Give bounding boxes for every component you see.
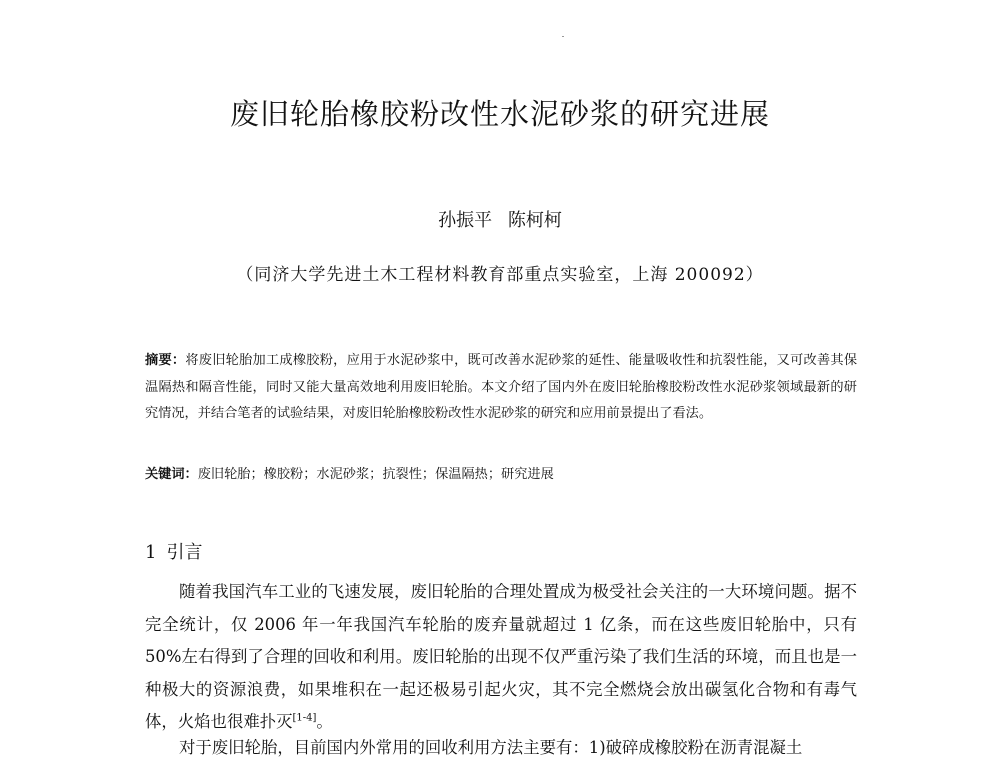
keywords-text: 废旧轮胎；橡胶粉；水泥砂浆；抗裂性；保温隔热；研究进展	[197, 467, 554, 482]
paragraph-end: 。	[316, 712, 333, 732]
scan-speck	[562, 36, 564, 37]
abstract	[145, 348, 857, 428]
citation-ref: [1-4]	[292, 712, 317, 724]
abstract-label: 摘要：	[145, 353, 186, 368]
section-heading	[145, 538, 202, 564]
paragraph-text: 对于废旧轮胎，目前国内外常用的回收利用方法主要有：1)破碎成橡胶粉在沥青混凝土	[179, 738, 803, 757]
authors: 孙振平 陈柯柯	[438, 210, 562, 231]
body-paragraph	[145, 576, 857, 739]
keywords	[145, 462, 857, 488]
keywords-label: 关键词：	[145, 467, 198, 482]
paper-title: 废旧轮胎橡胶粉改性水泥砂浆的研究进展	[229, 97, 770, 131]
affiliation: （同济大学先进土木工程材料教育部重点实验室，上海 200092）	[236, 265, 764, 285]
section-number: 1	[145, 542, 157, 563]
paragraph-text: 随着我国汽车工业的飞速发展，废旧轮胎的合理处置成为极受社会关注的一大环境问题。据不完全统计，仅 2006 年一年我国汽车轮胎的废弃量就超过 1 亿条，而在这些废旧轮胎中，只有 50%左右得到了合理的回收和利用。废旧轮胎的出现不仅严重污染了我们生活的环境，而且也是一种极大的资源浪费，如果堆积在一起还极易引起火灾，其不完全燃烧会放出碳氢化合物和有毒气体，火焰也很难扑灭	[145, 582, 857, 732]
section-title: 引言	[166, 542, 203, 563]
abstract-text: 将废旧轮胎加工成橡胶粉，应用于水泥砂浆中，既可改善水泥砂浆的延性、能量吸收性和抗裂性能，又可改善其保温隔热和隔音性能，同时又能大量高效地利用废旧轮胎。本文介绍了国内外在废旧轮胎橡胶粉改性水泥砂浆领域最新的研究情况，并结合笔者的试验结果，对废旧轮胎橡胶粉改性水泥砂浆的研究和应用前景提出了看法。	[145, 353, 858, 421]
